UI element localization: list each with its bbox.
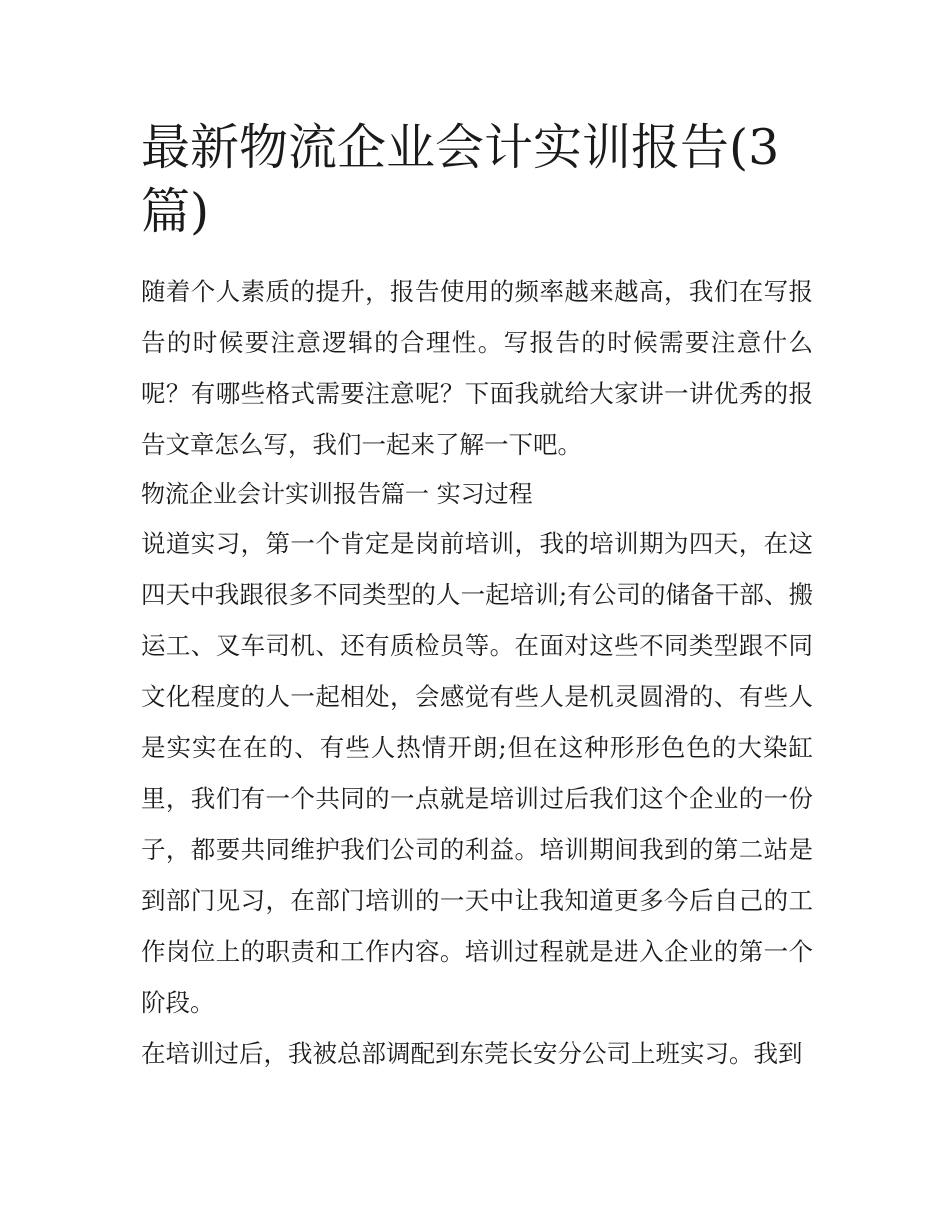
- body-paragraph-2: 在培训过后，我被总部调配到东莞长安分公司上班实习。我到: [141, 1039, 803, 1068]
- document-title: 最新物流企业会计实训报告(3篇): [141, 119, 780, 240]
- section-heading: 物流企业会计实训报告篇一 实习过程: [141, 480, 533, 508]
- intro-paragraph: 随着个人素质的提升，报告使用的频率越来越高，我们在写报告的时候要注意逻辑的合理性。写报告的时候需要注意什么呢？有哪些格式需要注意呢？下面我就给大家讲一讲优秀的报告文章怎么写，我们一起来了解一下吧。: [141, 277, 813, 459]
- document-page: [141, 116, 813, 1079]
- body-paragraph-1: 说道实习，第一个肯定是岗前培训，我的培训期为四天，在这四天中我跟很多不同类型的人一起培训;有公司的储备干部、搬运工、叉车司机、还有质检员等。在面对这些不同类型跟不同文化程度的人一起相处，会感觉有些人是机灵圆滑的、有些人是实实在在的、有些人热情开朗;但在这种形形色色的大染缸里，我们有一个共同的一点就是培训过后我们这个企业的一份子，都要共同维护我们公司的利益。培训期间我到的第二站是到部门见习，在部门培训的一天中让我知道更多今后自己的工作岗位上的职责和工作内容。培训过程就是进入企业的第一个阶段。: [141, 529, 813, 1017]
